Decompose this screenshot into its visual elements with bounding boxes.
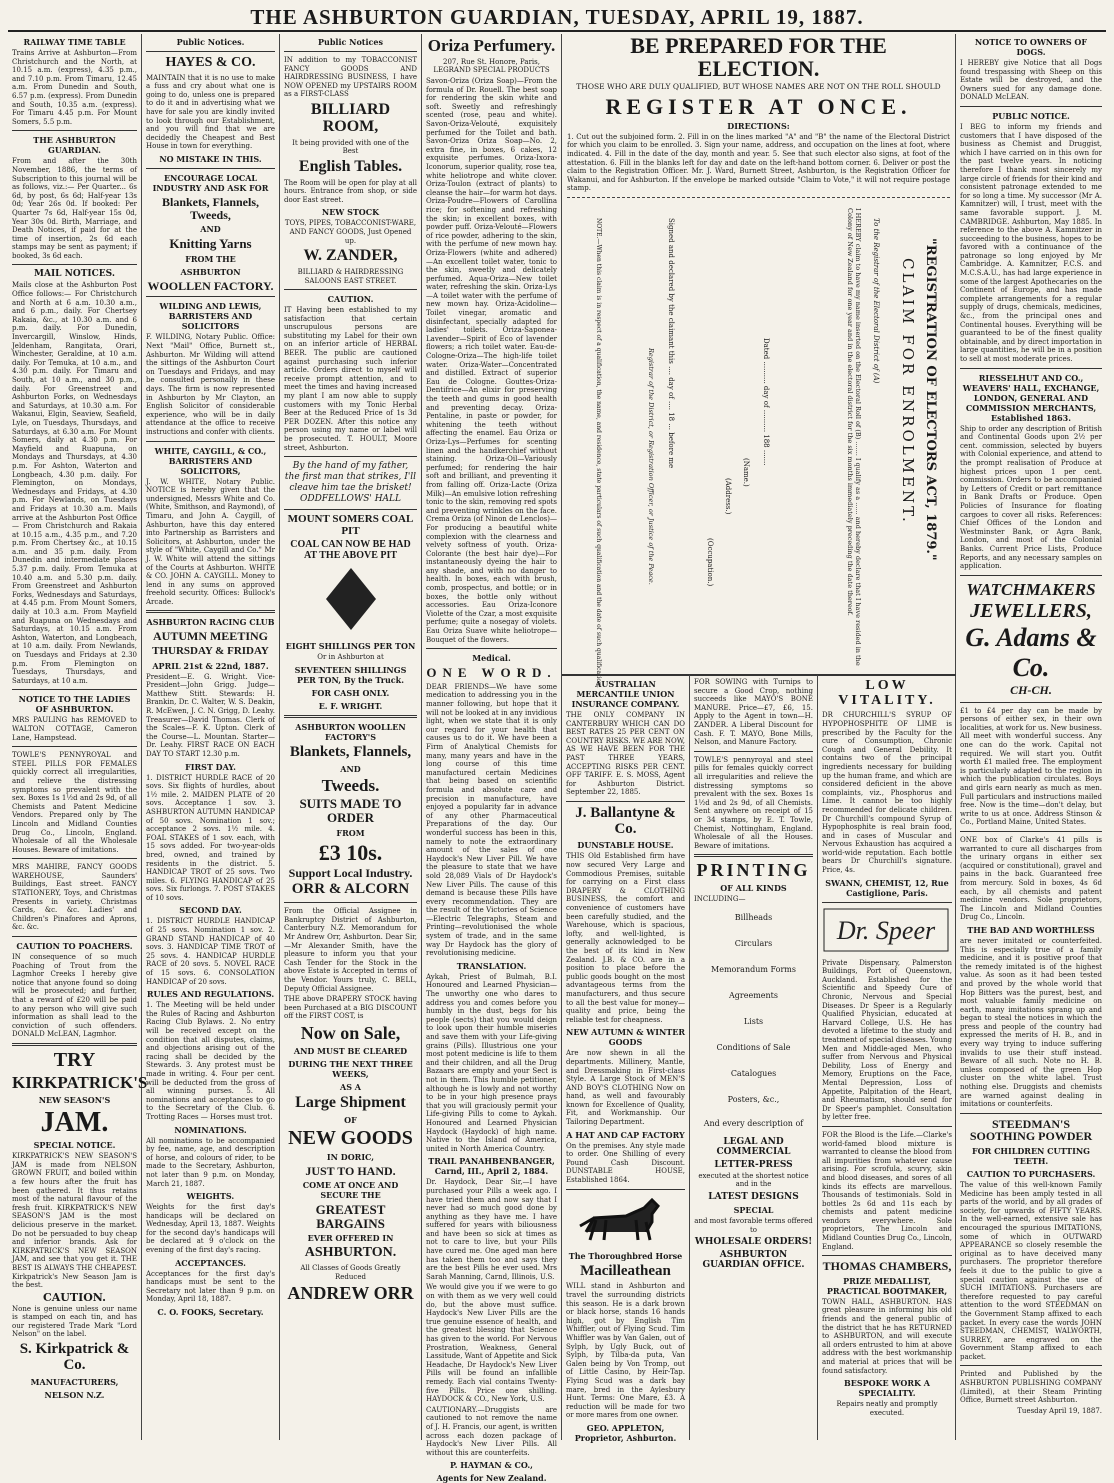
bone-manure-ad: FOR SOWING with Turnips to secure a Good Crop, nothing succeeds like MAYO'S BONE MANURE. Price—£7, £6, 15. Apply to the Agent in town—H. ZANDER. A Liberal Discount for Cash. F. T. MAYO, Bone Mills, Nelson, and Manure Factory. (694, 678, 813, 747)
election-intro: THOSE WHO ARE DULY QUALIFIED, BUT WHOSE NAMES ARE NOT ON THE ROLL SHOULD (576, 82, 941, 92)
factory-blankets: Blankets, Flannels, (289, 743, 412, 760)
adams-heading: G. Adams & Co. (965, 622, 1097, 682)
newspaper-title: THE ASHBURTON GUARDIAN, TUESDAY, APRIL 19, 1887. (250, 5, 864, 29)
oddfellows-slogan: By the hand of my father, the first man that strikes, I'll cleave him tae the brisket! ODDFELLOWS' HALL (284, 461, 417, 505)
of-label: OF (344, 1114, 357, 1125)
printing-item-0: Billheads (734, 912, 773, 922)
special-label: SPECIAL (733, 1204, 774, 1215)
nominations-heading: NOMINATIONS. (174, 1124, 247, 1135)
classes-reduced: All Classes of Goods Greatly Reduced (300, 1264, 401, 1281)
dogs-body: I HEREBY give Notice that all Dogs found trespassing with Sheep on this Estate will be destroyed, and the Owners sued for any damage done. DONALD McLEAN. (960, 59, 1102, 102)
nelson-label: NELSON N.Z. (44, 1389, 105, 1400)
suits-heading: SUITS MADE TO ORDER (299, 796, 402, 826)
railway-title: RAILWAY TIME TABLE (23, 37, 126, 47)
form-name: (Name.) (742, 458, 750, 487)
factory-and: AND (340, 763, 361, 774)
translation-body: Aykah, Priest of Bulmah, B.I. Honoured and Learned Physician—The unworthy one who dares to address you and comes before you humbly in the dust, begs for his people (sects) that you would deign to look upon their humble miseries and save them with your Life-giving grains (Pills). Illustrious one your most potent medicine is life to them and their children, and all the Drug Bazaars are empty and your Sect is not in them. This humble petitioner, although he is lowly and not worthy to be in your high presence prays that you will graciously permit your Life-giving Pills to come to Aykah. Honoured and Learned Physician Haydock (Haydock) of high name. Native to the Island of America, united in North America Country. (426, 972, 557, 1153)
special-notice-body: KIRKPATRICK'S NEW SEASON'S JAM is made from NELSON GROWN FRUIT, and boiled within a few hours after the fruit has been gathered. It thus retains most of the natural flavour of the fresh fruit. KIRKPATRICK'S NEW SEASON'S JAM is the most delicious preserve in the market. Do not be persuaded to buy cheap and inferior brands. Ask for KIRKPATRICK'S NEW SEASON JAM, and see that you get it. THE BEST IS ALWAYS THE CHEAPEST. Kirkpatrick's New Season Jam is the best. (12, 1152, 137, 1290)
swann-chemist: SWANN, CHEMIST, 12, Rue Castiglione, Paris. (825, 877, 949, 898)
ashburton-bargains: ASHBURTON. (304, 1245, 397, 1261)
racing-club: ASHBURTON RACING CLUB (146, 617, 275, 628)
coal-price: EIGHT SHILLINGS PER TON (285, 641, 416, 652)
wholesale-orders: WHOLESALE ORDERS! (694, 1237, 813, 1248)
ladies-notice-body: MRS PAULING has REMOVED to WALTON COTTAGE, Cameron Lane, Hampstead. (12, 716, 137, 742)
room-body: The Room will be open for play at all hours. Entrance from shop, or side door East street. (284, 178, 417, 204)
printing-item-6: Catalogues (730, 1068, 777, 1078)
wright-signature: E. F. WRIGHT. (318, 700, 383, 711)
coal-pit-heading: MOUNT SOMERS COAL PIT (287, 513, 414, 537)
factory-heading: ASHBURTON WOOLLEN FACTORY'S (295, 721, 406, 742)
hat-factory-body: On the premises. Any style made to order. One Shilling of every Pound Cash Discount. DUNSTABLE HOUSE, Established 1864. (566, 1141, 685, 1185)
watchmakers-heading: WATCHMAKERS (966, 579, 1096, 599)
hayman-agents: Agents for New Zealand. (436, 1473, 547, 1483)
oriza-sub: 207, Rue St. Honore, Paris, LEGRAND SPECIAL PRODUCTS (433, 57, 550, 75)
chambers-sub: PRIZE MEDALLIST, PRACTICAL BOOTMAKER, (826, 1275, 948, 1296)
coal-price-truck: SEVENTEEN SHILLINGS PER TON, By the Truck. (294, 664, 407, 685)
white-heading: WHITE, CAYGILL, & CO., BARRISTERS AND SOLICITORS, (154, 445, 267, 476)
printing-item-2: Memorandum Forms (711, 964, 796, 974)
printing-item-7: Posters, &c., (727, 1094, 780, 1104)
guardian-terms-body: From and after the 30th November, 1886, the terms of Subscription to this journal will be as follows, viz.:— Per Quarter... 6s 6d, by post, 6s 6d; Half-year 13s 0d; Year 26s 0d. If booked: Per Quarter 7s 6d, Half-year 15s 0d, Year 30s 0d. Birth, Marriage, and Death Notices, if paid for at the time of insertion, 2s 6d each stamps may be sent as payment; if booked, 3s 6d each. (12, 157, 137, 260)
public-notice-body: I BEG to inform my friends and customers that I have disposed of the business as Chemist and Druggist, which I have carried on in this own for the past twelve years. In noticing therefore I thank most sincerely my large circle of friends for their kind and consistent patronage extended to me for so long a time. My successor (Mr A. Kamnitzer) will, I trust, meet with the same favorable support. J. M. CAMBRIDGE. Ashburton, May 1885. In reference to the above A. Kamnitzer in succeeding to the business, hopes to be favored with a continuance of the patronage so long enjoyed by Mr Cambridge. A. Kamnitzer, F.C.S. and M.C.S.A.U., has had large experience in some of the largest Apothecaries on the Continent of Europe, and has made complete arrangements for a regular supply of drugs, chemicals, medicines, &c., from the principal ones and Continental houses. Everything will be guaranteed to be of the finest quality obtainable, and by direct importation in large quantities, he will be in a position to sell at most moderate prices. (960, 122, 1102, 363)
speer-body: Private Dispensary, Palmerston Buildings, Port of Queenstown, Auckland. Established for the Scientific and Speedy Cure of Chronic, Nervous and Special Diseases. Dr Speer is a Regularly Qualified Physician, educated at Harvard College, U.S. He has devoted a lifetime to the study and treatment of special diseases. Young Men and Middle-aged Men, who suffer from Nervous and Physical Debility, Loss of Energy and Memory, Eruptions on the Face, Mental Depression, Loss of Appetite, Palpitation of the Heart, and Rheumatism, should send for Dr Speer's pamphlet. Consultation by letter free. (822, 958, 952, 1122)
assignee-letter: From the Official Assignee in Bankruptcy District of Ashburton, Canterbury N.Z. Memorandum for Mr Andrew Orr, Ashburton. Dear Sir,—Mr Alexander Smith, have the pleasure to inform you that your Cash Tender for the Stock in the above Estate is Accepted in terms of the Vendor. Yours truly, C. BELL, Deputy Official Assignee. (284, 907, 417, 993)
horse-icon (566, 1194, 686, 1244)
favorable-terms: and most favorable terms offered to (694, 1216, 813, 1234)
column-election-ads (562, 33, 956, 1443)
printing-heading: PRINTING (696, 860, 811, 881)
haydock-body: We would give you if we were to go on with them as we very well could do, but the above must suffice. Haydock's New Liver Pills are the true genuine essence of health, and the greatest blessing that Science has given to the world. For Nervous Prostration, Weakness, General Lassitude, Want of Appetite and Sick Headache, Dr Haydock's New Liver Pills will be found an infallible remedy. Each vial contains Twenty-five Pills. Price one shilling. HAYDOCK & CO., New York, U.S. (426, 1283, 557, 1404)
including-label: INCLUDING— (694, 895, 746, 904)
register-heading: REGISTER AT ONCE. (605, 93, 912, 119)
ballantyne-sub: DUNSTABLE HOUSE. (577, 840, 674, 851)
steedman-sub: FOR CHILDREN CUTTING TEETH. (971, 1146, 1090, 1166)
masthead (8, 4, 1106, 32)
election-title: BE PREPARED FOR THE ELECTION. (630, 33, 887, 82)
purchasers-caution: CAUTION TO PURCHASERS. (966, 1169, 1096, 1179)
poachers-body: IN consequence of so much Poaching of Trout from the Lagmhor Creeks I hereby give notice that anyone found so doing will be prosecuted; and further, that a reward of £20 will be paid to any person who will give such information as shall lead to the conviction of such offenders. DONALD McLEAN, Lagmhor. (12, 953, 137, 1039)
printing-item-1: Circulars (734, 938, 773, 948)
oriza-heading: Oriza Perfumery. (427, 36, 556, 55)
bespoke-work: BESPOKE WORK A SPECIALITY. (843, 1378, 930, 1399)
drapery-notice: THE above DRAPERY STOCK having been Purchased at a BIG DISCOUNT off the FIRST COST, is (284, 995, 417, 1021)
poachers-title: CAUTION TO POACHERS. (16, 941, 133, 952)
tobacconist-intro: IN addition to my TOBACCONIST FANCY GOODS AND HAIRDRESSING BUSINESS, I have NOW OPENED my UPSTAIRS ROOM as a FIRST-CLASS (284, 56, 417, 99)
three-weeks: DURING THE NEXT THREE WEEKS, (288, 1058, 413, 1079)
kirkpatrick-firm: S. Kirkpatrick & Co. (19, 1341, 130, 1373)
ever-offered: EVER OFFERED IN (307, 1233, 394, 1244)
weights-body: Weights for the first day's handicaps will be declared on Wednesday, April 13, 1887. Weights for the second day's handicaps will be declared at 9 o'clock on the evening of the first day's racing. (146, 1203, 275, 1255)
racing-date: APRIL 21st & 22nd, 1887. (152, 660, 269, 671)
new-stock-body: TOYS, PIPES, TOBACCONIST-WARE, AND FANCY GOODS, Just Opened up. (284, 219, 417, 245)
dogs-title: NOTICE TO OWNERS OF DOGS. (974, 37, 1088, 57)
column-public-notices-2 (280, 34, 422, 1440)
racing-days: THURSDAY & FRIDAY (152, 645, 269, 658)
autumn-goods-body: Are now shewn in all the departments. Millinery, Mantle, and Dressmaking in First-class Style. A Large Stock of MEN'S AND BOY'S CLOTHING Now on hand, as well and favourably known for Excellence of Quality, Fit, and Workmanship. Our Tailoring Department. (566, 1049, 685, 1127)
bad-worthless-heading: THE BAD AND WORTHLESS (967, 924, 1095, 935)
autumn-meeting: AUTUMN MEETING (152, 629, 268, 644)
nominations-body: All nominations to be accompanied by fee, name, age, and description of horse, and colours of rider, to be made to the Secretary, Ashburton, not later than 9 p.m. on Monday, March 21, 1887. (146, 1136, 275, 1188)
printing-item-5: Conditions of Sale (716, 1042, 791, 1052)
wilding-heading: WILDING AND LEWIS, BARRISTERS AND SOLICITORS (159, 301, 262, 332)
cautionary-body: CAUTIONARY.—Druggists are cautioned to not remove the name of J. H. Francis, our agent, is written across each dozen package of Haydock's New Liver Pills. All without this are counterfeits. (426, 1405, 557, 1457)
hayes-heading: HAYES & CO. (165, 55, 256, 70)
bad-worthless-body: are never imitated or counterfeited. This is especially true of a family medicine, and it is positive proof that the remedy imitated is of the highest value. As soon as it had been tested and proved by the whole world that Hop Bitters was the purest, best, and most valuable family medicine on earth, many imitations sprang up and began to steal the notices in which the press and people of the country had expressed the merits of H. B., and in every way trying to induce suffering invalids to use their stuff instead. Beware of all such. Note no H. B. unless composed of the green Hop cluster on the white label. Trust nothing else. Druggists and chemists are warned against dealing in imitations or counterfeits. (960, 936, 1102, 1109)
first-day-heading: FIRST DAY. (185, 761, 236, 772)
hayman-name: P. HAYMAN & CO., (450, 1460, 533, 1471)
racing-officials: President—E. G. Wright. Vice-President—John Grigg. Judge—Matthew Stitt. Stewards: H. Brankin, Dr. C. Walter, W. S. Deakin, R. McEwen, J. C. N. Grigg, D. Leahy. Treasurer—David Thomas. Clerk of the Scales—F. K. Upton. Clerk of the Course—L. Mountan. Starter—Dr. Leahy. FIRST RACE ON EACH DAY TO START 12.30 p.m. (146, 672, 275, 758)
gold-earnings-ad: £1 to £4 per day can be made by persons of either sex, in their own localities, at work for us. New business. All meet with wonderful success. Any one can do the work. Capital not required. We will start you. Outfit worth £1 mailed free. The employment is particularly adapted to the region in which the publication circulates. Boys and girls earn nearly as much as men. Full particulars and instructions mailed free. Now is the time—don't delay, but write to us at once. Address Stinson & Co., Portland Maine, United States. (960, 706, 1102, 827)
white-body: J. W. WHITE, Notary Public. NOTICE is hereby given that the undersigned, Messrs White and Co. (White, Smithson, and Raymond), of Timaru, and John A. Caygill, of Ashburton, have this day entered into Partnership as Barristers and Solicitors, at Ashburton, under the style of "White, Caygill and Co." Mr J. W. White will attend the sittings of the Courts at Ashburton. WHITE & CO. JOHN A. CAYGILL. Money to lend in any sums on approved freehold security. Offices: Bullock's Arcade. (146, 477, 275, 606)
riesselhut-body: Ship to order any description of British and Continental Goods upon 2½ per cent. commission, selected by buyers with Colonial experience, and attend to the prompt realisation of Produce at highest prices upon 1 per cent. commission. Orders to be accompanied by Letters of Credit or part remittance in Bank Drafts or Produce. Open Policies of Insurance for floating cargoes to cover all risks. References: Chief Offices of the London and Westminster Bank, or Agra Bank, London, and most of the Colonial Banks. Current Price Lists, Produce Reports, and any necessary samples on application. (960, 424, 1102, 571)
new-season-heading: NEW SEASON'S (38, 1094, 111, 1105)
no-mistake: NO MISTAKE IN THIS. (159, 154, 262, 165)
must-be-cleared: AND MUST BE CLEARED (293, 1045, 408, 1056)
form-dated: Dated .......... day of .......... 188 ....... (762, 338, 770, 466)
coal-available: COAL CAN NOW BE HAD AT THE ABOVE PIT (290, 539, 411, 561)
riesselhut-heading: RIESSELHUT AND CO., WEAVERS' HALL, EXCHANGE, LONDON, GENERAL AND COMMISSION MERCHANTS, Established 1863. (962, 372, 1100, 423)
new-stock-heading: NEW STOCK (321, 207, 380, 218)
low-vitality-heading: LOW VITALITY. (838, 678, 936, 708)
svg-text:Dr. Speer: Dr. Speer (836, 915, 936, 945)
billiard-room-heading: BILLIARD ROOM, (310, 100, 391, 135)
lower-ads-middle (690, 674, 818, 1440)
aus-mercantile-body: THE ONLY COMPANY IN CANTERBURY WHICH CAN DO BEST RATES 25 PER CENT ON COUNTRY RISKS. WE ARE NOW, AS WE HAVE BEEN FOR THE PAST THREE YEARS, ACCEPTING RISKS PER CENT. OFF TARIFF. E. S. MOSS, Agent for Ashburton District. September 22, 1885. (566, 711, 685, 797)
column-oriza-medical (422, 34, 562, 1483)
form-to-registrar: To the Registrar of the Electoral District of (A) (872, 218, 880, 384)
chambers-body: TOWN HALL, ASHBURTON. HAS great pleasure in informing his old friends and the general public of the district that he has RETURNED to ASHBURTON, and will execute all orders entrusted to him at above address with the best workmanship and material at prices that will be found satisfactory. (822, 1297, 952, 1375)
all-kinds: OF ALL KINDS (720, 883, 787, 894)
large-shipment: Large Shipment (295, 1093, 406, 1111)
mail-notices-body: Mails close at the Ashburton Post Office follows:— For Christchurch and North at 6 a.m. 10.30 a.m., and 6 p.m., daily. For Chertsey Rakaia, &c., at 10.30 a.m. and 6 p.m. daily. For Dunedin, Invercargill, Winslow, Hinds, Jeldenham, Rangitata, Orari, Winchester, Geraldine, at 10 a.m. daily. For Temuka, at 10 a.m., and 4.30 p.m. daily. For Timaru and South, at 10 a.m., and 30 p.m., daily. For Greenstreet and Ashburton Forks, on Wednesdays and Saturdays, at 10.30 a.m. For Wakanui, Elgin, Seaview, Seafield, Lyle, on Tuesdays, Thursdays, and Saturdays, at 6.30 a.m. For Mount Somers, daily at 4.30 p.m. For Mayfield and Ruapuna, on Mondays and Thursdays, at 4.30 p.m. For Ashton, Waterton and Longbeach, 4.30 p.m. daily. For Flemington, on Mondays, Wednesdays and Fridays, at 4.30 p.m. For Newlands, on Tuesdays and Fridays at 10.30 a.m. Mails arrive at the Ashburton Post Office— From Christchurch and Rakaia at 10.15 a.m., 4.35 p.m., and 7.20 p.m. From Chertsey &c., at 10.15 a.m. and 35 p.m. daily. From Dunedin and intermediate places 5.37 p.m. daily. From Temuka at 10.40 a.m. and 5.30 p.m. daily. From Greenstreet and Ashburton Forks, Wednesdays and Saturdays, at 4.45 p.m. From Mount Somers, daily at 10.3 a.m. From Mayfield and Ruapuna on Wednesdays and Saturdays, at 10.15 a.m. From Ashton, Waterton, and Longbeach, at 10 a.m. daily. From Newlands, on Tuesdays and Fridays at 2.30 p.m. From Flemington on Tuesdays, Thursdays, and Saturdays, at 10 a.m. (12, 281, 137, 685)
directions-body: 1. Cut out the subjoined form. 2. Fill in on the lines marked "A" and "B" the name of the Electoral District for which you claim to be enrolled. 3. Sign your name, address, and occupation on the lines at foot, where indicated. 4. Fill in the date of the day, month and year. 5. See that such elector also signs, at foot of the attestation. 6. Fill in the blanks left for day and date on the left-hand bottom corner. 6. Deliver or post the claim to the Registration Officer. Mr. J. Ward, Burnett Street, Ashburton, is the Registration Officer for Wakanui, and for Ashburton. If the envelope be marked outside "Claim to Vote," it will not require postage stamp. (567, 132, 950, 193)
steedman-body: The value of this well-known Family Medicine has been amply tested in all parts of the world, and by all grades of society, for upwards of FIFTY YEARS. In the well-earned, extensive sale has encouraged the spurious IMITATIONS, some of which in OUTWARD APPEARANCE so closely resemble the original as to have deceived many purchasers. The proprietor therefore feels it due to the public to give a special caution against the use of SUCH IMITATIONS. Purchasers are therefore requested to pay careful attention to the word STEEDMAN on the Government Stamp affixed to each packet. In every case the words JOHN STEEDMAN, CHEMIST, WALWORTH, SURREY, are engraved on the Government Stamp affixed to each packet. (960, 1181, 1102, 1361)
second-day-heading: SECOND DAY. (179, 905, 242, 916)
form-witness: Registrar of the District, or Registration Officer, or Justice of the Peace. (647, 348, 655, 585)
ballantyne-heading: J. Ballantyne & Co. (575, 804, 676, 837)
column-notices-right (956, 34, 1106, 1440)
mahire-ad: MRS MAHIRE, FANCY GOODS WAREHOUSE, Saunders' Buildings, East street. FANCY STATIONERY, Toys, and Christmas Presents in variety. Christmas Cards, &c. &c. Ladies' and Children's Pinafores and Aprons, &c. &c. (12, 863, 137, 932)
column-header: Public Notices (317, 37, 383, 47)
acceptances-body: Acceptances for the first day's handicaps must be sent to the Secretary not later than 9 p.m. on Monday, April 18, 1887. (146, 1269, 275, 1304)
guardian-office: ASHBURTON GUARDIAN OFFICE. (702, 1250, 805, 1271)
hayes-body: MAINTAIN that it is no use to make a fuss and cry about what one is going to do, unless one is prepared to do it and in advertising what we have for sale you are kindly invited to look through our Establishment, and you will find that we are decidedly the Cheapest and Best House in town for everything. (146, 73, 275, 151)
now-on-sale: Now on Sale, (300, 1022, 401, 1043)
zander-sub: BILLIARD & HAIRDRESSING SALOONS EAST STREET. (297, 267, 404, 285)
autumn-goods-heading: NEW AUTUMN & WINTER GOODS (566, 1027, 685, 1048)
ballantyne-body: THIS Old Established firm have now secured Very Large and Commodious Premises, suitable for carrying on a First class DRAPERY & CLOTHING BUSINESS, the comfort and convenience of customers have been carefully studied, and the Warehouse, which is spacious, lofty, and well-lighted, is generally acknowledged to be the best of its kind in New Zealand. J.B. & CO. are in a position to place before the public goods bought on the most advantageous terms from the manufacturers, and thus secure to all the best value for money—quality and price, being the reliable test for cheapness. (566, 852, 685, 1024)
rules-heading: RULES AND REGULATIONS. (146, 989, 275, 1000)
ladies-notice-title: NOTICE TO THE LADIES OF ASHBURTON. (18, 694, 131, 715)
just-to-hand: JUST TO HAND. (305, 1163, 396, 1178)
doric: IN DORIC, (326, 1151, 375, 1162)
english-tables-heading: English Tables. (298, 157, 403, 175)
special-notice-heading: SPECIAL NOTICE. (33, 1140, 116, 1151)
acceptances-heading: ACCEPTANCES. (175, 1257, 246, 1268)
low-vitality-body: DR CHURCHILL'S SYRUP OF HYPOPHOSPHITE OF LIME is prescribed by the Faculty for the cure of Consumption, Chronic Cough and General Debility. It contains two of the principal ingredients necessary for building up the human frame, and which are considered deficient in the above complaints, viz., Phosphorus and Lime. It cannot be too highly recommended for delicate children. Dr Churchill's compound Syrup of Hypophosphite is real brain food, and in cases of Muscular and Nervous Exhaustion has acquired a world-wide reputation. Each bottle bears Dr Churchill's signature. Price, 4s. (822, 711, 952, 875)
lower-ads-right (818, 674, 956, 1440)
towle-ad: TOWLE'S PENNYROYAL and STEEL PILLS FOR FEMALES quickly correct all irregularities, and relieve the distressing symptoms so prevalent with the sex. Boxes 1s 1½d and 2s 9d, of all Chemists and Patent Medicine Vendors. Prepared only by The Lincoln and Midland Counties Drug Co., Lincoln, England. Wholesale of all the Wholesale Houses. Beware of imitations. (12, 751, 137, 854)
blood-mixture-ad: FOR the Blood is the Life.—Clarke's world-famed blood mixture is warranted to cleanse the blood from all impurities from whatever cause arising. For scrofula, scurvy, skin and blood diseases, and sores of all kinds its effects are marvellous. Thousands of testimonials. Sold in bottles 2s 6d and 11s each by chemists and patent medicine vendors everywhere. Sole proprietors, The Lincoln and Midland Counties Drug Co., Lincoln, England. (822, 1130, 952, 1251)
form-occupation: (Occupation.) (706, 538, 714, 587)
coal-hand-pointer-icon (284, 564, 418, 634)
woollen-factory-heading: WOOLLEN FACTORY. (147, 278, 274, 293)
aus-mercantile-title: AUSTRALIAN MERCANTILE UNION INSURANCE COMPANY. (571, 679, 680, 709)
caution-heading: CAUTION. (43, 1290, 106, 1304)
steedman-heading: STEEDMAN'S SOOTHING POWDER (969, 1116, 1093, 1144)
repairs-executed: Repairs neatly and promptly executed. (836, 1400, 938, 1417)
cash-only: FOR CASH ONLY. (311, 687, 390, 698)
column-header: Public Notices. (176, 37, 245, 47)
blankets-heading: Blankets, Flannels, Tweeds, (161, 195, 260, 222)
lower-ads-left (562, 674, 690, 1443)
printing-item-3: Agreements (729, 990, 778, 1000)
form-signed: Signed and declared by the claimant this .... day of .... 18 ... before me (667, 218, 675, 469)
letter-press: LETTER-PRESS (714, 1159, 793, 1170)
dr-speer-logo (822, 907, 950, 953)
kirkpatrick-heading: KIRKPATRICK'S (12, 1072, 148, 1092)
election-notice (562, 33, 955, 688)
one-word-heading: ONE WORD. (426, 665, 557, 681)
suits-price: £3 10s. (318, 839, 383, 865)
first-day-body: 1. DISTRICT HURDLE RACE of 20 sovs. Six flights of hurdles, about 1½ mile. 2. MAIDEN PLATE of 20 sovs. Acceptance 1 sov. 3. ASHBURTON AUTUMN HANDICAP of 50 sovs. Nomination 1 sov.; acceptance 2 sovs. 1½ mile. 4. FOAL STAKES of 1 sov. each, with 15 sovs added. For two-year-olds bred, owned, and trained by residents in the district. 5. HANDICAP TROT of 25 sovs. Two miles. 6. FLYING HANDICAP of 25 sovs. Six furlongs. 7. POST STAKES of 10 sovs. (146, 773, 275, 902)
printing-item-4: Lists (743, 1016, 764, 1026)
caution-body: None is genuine unless our name is stamped on each tin, and has our registered Trade Mark "Lord Nelson" on the label. (12, 1304, 137, 1339)
public-notice-title: PUBLIC NOTICE. (992, 110, 1070, 121)
try-heading: TRY (53, 1048, 96, 1071)
issue-date: Tuesday April 19, 1887. (1017, 1406, 1102, 1415)
claim-form (567, 197, 950, 688)
horse-name: Macilleathean (580, 1262, 671, 1279)
trail-heading: TRAIL PANAHBENBANGER, Carnd, III., April 2, 1884. (428, 1156, 555, 1177)
railway-body: Trains Arrive at Ashburton—From Christchurch and the North, at 10.15 a.m. (express), 4.35 p.m., and 7.10 p.m. From Timaru, 12.45 a.m. From Dunedin and South, 6.57 p.m. (express). From Dunedin and South, 10.35 a.m. (express). For Timaru 4.45 p.m. For Mount Somers, 5.5 p.m. (12, 49, 137, 126)
every-description: And every description of (703, 1118, 804, 1128)
second-day-body: 1. DISTRICT HURDLE HANDICAP of 25 sovs. Nomination 1 sov. 2. GRAND STAND HANDICAP of 40 sovs. 3. HANDICAP TIME TROT of 25 sovs. 4. HANDICAP HURDLE RACE of 20 sovs. 5. NOVEL RACE of 15 sovs. 6. CONSOLATION HANDICAP of 20 sovs. (146, 917, 275, 986)
appleton-signature: GEO. APPLETON, Proprietor, Ashburton. (574, 1422, 677, 1443)
herbal-caution-heading: CAUTION. (327, 294, 374, 305)
column-railway-mail (8, 34, 148, 1440)
guardian-terms-title: THE ASHBURTON GUARDIAN. (33, 135, 116, 156)
form-registration-act: "REGISTRATION OF ELECTORS ACT, 1879." (923, 238, 938, 561)
secretary-signature: C. O. FOOKS, Secretary. (157, 1307, 264, 1318)
encourage-heading: ENCOURAGE LOCAL INDUSTRY AND ASK FOR (152, 173, 269, 194)
towle-pills-ad: TOWLE'S pennyroyal and steel pills for females quickly correct all irregularities and relieve the distressing symptoms so prevalent with the sex. Boxes 1s 1½d and 2s 9d, of all Chemists. Sent anywhere on receipt of 15 or 34 stamps, by E. T. Towle, Chemist, Nottingham, England. Wholesale of all the Houses. Beware of imitations. (694, 755, 813, 850)
clarke-pills-ad: ONE box of Clarke's 41 pills is warranted to cure all discharges from the urinary organs in either sex (acquired or constitutional), gravel and pains in the back. Guaranteed free from mercury. Sold in boxes, 4s 6d each, by all chemists and patent medicine vendors. Sole proprietors, The Lincoln and Midland Counties Drug Co., Lincoln. (960, 836, 1102, 922)
directions-heading: DIRECTIONS: (727, 120, 790, 131)
as-a: AS A (340, 1081, 361, 1092)
one-word-body: DEAR FRIENDS—We have some medication to addressing you in the manner following, but hope that it will not be looked at in any invidious light, when we state that it is only our regard for your health that causes us to do it. We have been a Firm of Analytical Chemists for many, many years and have in the long course of this time manufactured certain Medicines that being based on scientific formula and absolute care and precision in manufacture, have enjoyed a popularity far in advance of any other Pharmaceutical Preparations of the day. Our wonderful success has been in this, namely to note the extraordinary amount of the sales of one Haydock's New Liver Pill. We have the pleasure to state that we have sold 28,089 Vials of Dr Haydock's New Liver Pills. The cause of this demand is because these Pills have every recommendation. They are the result of the Victories of Science—Electric Telegraphs, Steam and Printing—revolutionised the whole system of trade, and in the same way Dr Haydock has the glory of revolutionising medicine. (426, 682, 557, 958)
printed-by: Printed and Published by the ASHBURTON PUBLISHING COMPANY (Limited), at their Steam Printing Office, Burnett street Ashburton. (960, 1370, 1102, 1405)
hat-factory-heading: A HAT AND CAP FACTORY (566, 1129, 685, 1140)
column-public-notices-1 (142, 34, 280, 1440)
and-label: AND (200, 224, 221, 235)
oriza-body: Savon-Oriza (Oriza Soap)—From the formula of Dr. Rouell. The best soap for rendering the skin white and soft. Sweetly and refreshingly scented (rose, peau and white). Savon-Oriza-Velouté, exquisitely perfumed for the Toilet and bath. Savon-Oriza Oriza Soap—No. 2, extra fine, in boxes, 6 cakes, 12 exquisite perfumes. Oriza-Ixora-Iconorum, superior quality, rose tea, white heliotrope and white clover. Oriza-Toulon (extract of plants) to cleanse the hair—for warm hot days. Oriza-Poudre—Flowers of Carollina rice; for softening and refreshing the skin; in excellent boxes, with powder puff. Oriza-Velouté—Flowers of rice powder, adhering to the skin, with the perfume of new mown hay. Oriza-Flowers (white and adhered)—An excellent toilet water, tonic to the skin, sweetly and delicately perfumed. Aqua-Oriza—New toilet water, refreshing the skin. Oriza-Lys—A toilet water with the perfume of new mown hay. Oriza-Acidoline—Toilet vinegar, aromatic and disinfectant, specially adapted for ladies' toilets. Oriza-Saponea-Lavender—Spirit of Eco of lavender flowers; a rich toilet water. Eau-de-Cologne-Oriza—The high-life toilet water. Oriza-Water—Concentrated and distilled. Extract of superior Eau de Cologne. Gouttes-Oriza-Dentifrice—An elixir for preserving the teeth and gums in good health and preventing decay. Oriza-Pentaline, in paste or powder, for whitening the teeth without affecting the enamel. Eau Oriza or Oriza-Lys—Perfumes for scenting linen and the handkerchief without staining. Oriza-Oil—Variously perfumed; for rendering the hair soft and brilliant, and preventing it from falling off. Oriza-Lacte (Oriza Milk)—An emulsive lotion refreshing tonic to the skin, removing red spots and preventing wrinkles on the face. Crema Oriza (of Ninon de Lenclos)—For producing a beautiful white complexion with the clearness and velvety softness of youth. Oriza-Colorante (the best hair dye)—For instantaneously dyeing the hair to any shade, and with no danger to health. In boxes, each with brush, comb, prospectus, and bottle; or in boxes, the bottle only without accessories. Eau Oriza-Iconore Violette of the Czar, a most exquisite perfume; quite a nosegay of violets. Eau Oriza Suave white heliotrope—Bouquet of the flowers. (426, 77, 557, 644)
factory-tweeds: Tweeds. (321, 775, 380, 795)
horse-body: WILL stand in Ashburton and travel the surrounding districts this season. He is a dark brown or black horse, stands 16 hands high, got by English Tim Whiffler, out of Flying Scud. Tim Whiffler was by Van Galen, out of Sylph, by Ugly Buck, out of Sylph, by Tilba-da puta, Van Galen being by Von Tromp, out of Little Casino, by Heir-Tap. Flying Scud was a dark bay mare, bred in the Aylesbury Hunt. Terms: One Mare, £3. A reduction will be made for two or more mares from one owner. (566, 1282, 685, 1420)
support-local: Support Local Industry. (288, 865, 413, 880)
form-hereby: I HEREBY claim to have my name inserted on the Electoral Roll of (B) ....... I qualify as a ...... and hereby declare that I have resided in the Colony of New Zealand for one year and in the electoral district for the six months immediately preceding the date thereof. (846, 208, 862, 666)
manufacturers-label: MANUFACTURERS, (30, 1376, 119, 1387)
mail-notices-title: MAIL NOTICES. (34, 269, 115, 280)
yarns-heading: Knitting Yarns (169, 236, 252, 252)
form-address: (Address.) (724, 478, 732, 515)
billiard-body: It being provided with one of the Best (292, 138, 409, 156)
from-label: FROM THE (185, 253, 236, 264)
form-claim-title: CLAIM FOR ENROLMENT. (899, 258, 917, 525)
christchurch-label: CH-CH. (1010, 682, 1052, 697)
coal-or: Or in Ashburton at (317, 653, 384, 662)
ashburton-label: ASHBURTON (180, 266, 241, 277)
suits-from: FROM (336, 827, 365, 838)
orr-alcorn: ORR & ALCORN (291, 881, 410, 898)
medical-heading: Medical. (472, 653, 511, 664)
translation-heading: TRANSLATION. (456, 960, 527, 971)
legal-commercial: LEGAL AND COMMERCIAL (716, 1136, 791, 1157)
trail-body: Dr. Haydock, Dear Sir,—I have purchased your Pills a week ago. I have tried them and now say that I never had so much good done by anything as they have me. I have suffered for years with biliousness and have been so sick at times as not to care to live, but your Pills have cured me. One aged man here has taken them too and says they are the best Pills he ever used. Mrs Sarah Manning, Carnd, Illinois, U.S. (426, 1178, 557, 1281)
horse-title: The Thoroughbred Horse (568, 1250, 683, 1261)
come-at-once: COME AT ONCE AND SECURE THE (302, 1180, 399, 1201)
chambers-heading: THOMAS CHAMBERS, (822, 1259, 952, 1274)
andrew-orr: ANDREW ORR (287, 1283, 414, 1304)
rules-body: 1. The Meeting will be held under the Rules of Racing and Ashburton Racing Club Bylaws. 2. No entry will be received except on the condition that all disputes, claims, and objections arising out of the racing shall be decided by the Stewards. 3. Any protest must be made in writing. 4. Four per cent. will be deducted from the gross of all winning purses. 5. All nominations and acceptances to go to the Secretary of the Club. 6. Trotting Races — Horses must trot. (146, 1001, 275, 1121)
shortest-notice: executed at the shortest notice and in the (698, 1171, 809, 1189)
wilding-body: F. WILDING, Notary Public. Office: Next "Mail" Office, Burnett st., Ashburton. Mr Wilding will attend the sittings of the Ashburton Court on Tuesdays and Fridays, and may be consulted personally in these days. The firm is now represented in Ashburton by Mr Clayton, an English Solicitor of considerable experience, who will be in daily attendance at the office to receive instructions and confer with clients. (146, 333, 275, 436)
form-note: NOTE.—When this claim is in respect of a qualification, the name, and residence, state particulars of such qualification and the date of such qualification. (595, 218, 602, 688)
jewellers-heading: JEWELLERS, (970, 599, 1092, 622)
zander-heading: W. ZANDER, (303, 247, 398, 265)
latest-designs: LATEST DESIGNS (708, 1191, 799, 1202)
herbal-caution-body: IT Having been established to my satisfaction that certain unscrupulous persons are substituting my Label for their own on an inferior article of HERBAL BEER. The public are cautioned against purchasing such inferior article. Orders direct to myself will receive prompt attention, and to meet the times and having increased my plant I am now able to supply customers with my Tonic Herbal Beer at the Reduced Price of 1s 3d PER DOZEN. After this notice any person using my name or label will be prosecuted. T. HOULT, Moore street, Ashburton. (284, 306, 417, 452)
greatest-bargains: GREATEST BARGAINS (315, 1202, 386, 1231)
new-goods: NEW GOODS (288, 1126, 413, 1149)
weights-heading: WEIGHTS. (186, 1191, 235, 1202)
jam-heading: JAM. (40, 1106, 109, 1138)
